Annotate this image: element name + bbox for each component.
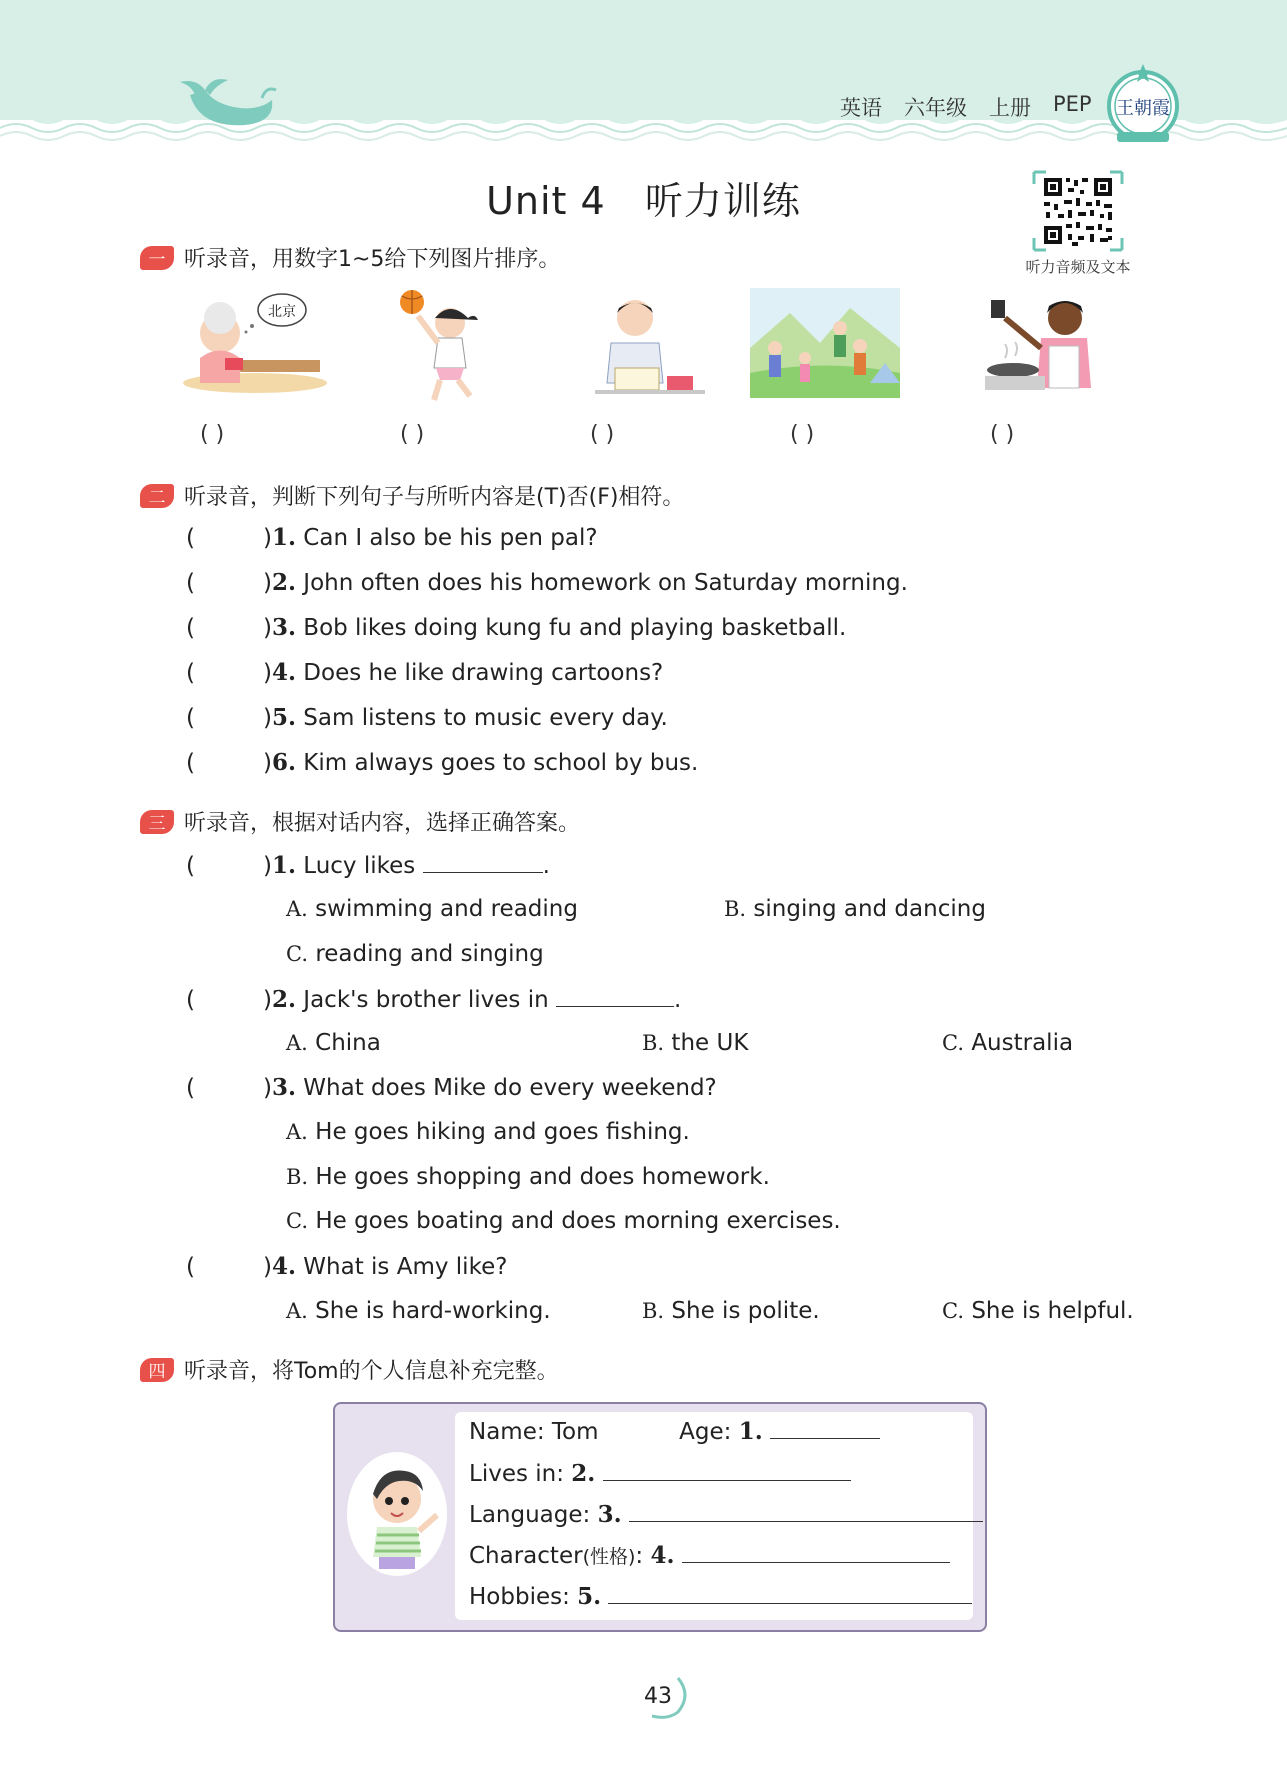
- character-cn-label: (性格): [582, 1546, 636, 1568]
- age-blank[interactable]: [770, 1418, 880, 1439]
- q1-option-b[interactable]: [724, 896, 986, 922]
- option-text: reading and singing: [315, 941, 544, 967]
- info-name-age-line: [469, 1418, 880, 1445]
- subject-label: 英语: [840, 96, 882, 120]
- option-letter: A.: [286, 1031, 308, 1055]
- character-colon: :: [635, 1543, 644, 1569]
- option-letter: A.: [286, 1299, 308, 1323]
- option-text: He goes boating and does morning exercises.: [315, 1208, 841, 1234]
- qr-code-icon[interactable]: [1030, 168, 1126, 254]
- section-3-instruction: 听录音，根据对话内容，选择正确答案。: [184, 811, 581, 836]
- tf-item-number: 3.: [271, 614, 296, 641]
- tf-item-1[interactable]: ( )1. Can I also be his pen pal?: [186, 524, 598, 551]
- question-end-mark: .: [674, 987, 682, 1013]
- q4-option-c[interactable]: [942, 1298, 1134, 1324]
- tf-item-number: 2.: [271, 569, 296, 596]
- option-text: swimming and reading: [315, 896, 578, 922]
- option-letter: A.: [286, 897, 308, 921]
- answer-paren-2[interactable]: ( ): [400, 422, 425, 447]
- q2-option-b[interactable]: [642, 1030, 748, 1056]
- option-text: She is hard-working.: [315, 1298, 551, 1324]
- option-letter: C.: [942, 1031, 964, 1055]
- age-blank-number: 1.: [738, 1418, 763, 1445]
- info-lives-line: [469, 1460, 851, 1487]
- section-1-badge: 一: [140, 246, 174, 270]
- tf-item-text: John often does his homework on Saturday morning.: [303, 570, 908, 596]
- tf-item-text: Kim always goes to school by bus.: [303, 750, 699, 776]
- volume-label: 上册: [989, 96, 1031, 120]
- mc-question-text: What does Mike do every weekend?: [303, 1075, 717, 1101]
- answer-paren-5[interactable]: ( ): [990, 422, 1015, 447]
- section-2-heading: [140, 480, 684, 511]
- character-label: Character: [469, 1543, 583, 1569]
- tf-item-5[interactable]: ( )5. Sam listens to music every day.: [186, 704, 668, 731]
- q2-option-c[interactable]: [942, 1030, 1073, 1056]
- info-hobbies-line: [469, 1583, 972, 1610]
- language-blank[interactable]: [629, 1501, 983, 1522]
- q3-option-c[interactable]: [286, 1208, 841, 1234]
- brand-name: 王朝霞: [1116, 98, 1170, 119]
- mc-question-4[interactable]: ( )4. What is Amy like?: [186, 1253, 508, 1280]
- option-letter: A.: [286, 1120, 308, 1144]
- age-label: Age:: [679, 1419, 732, 1445]
- q4-option-a[interactable]: [286, 1298, 551, 1324]
- section-4-instruction: 听录音，将Tom的个人信息补充完整。: [184, 1359, 559, 1384]
- option-letter: B.: [286, 1165, 309, 1189]
- answer-blank[interactable]: [556, 986, 674, 1007]
- section-4-badge: 四: [140, 1358, 174, 1382]
- picture-girl-basketball: [380, 288, 530, 408]
- section-2-instruction: 听录音，判断下列句子与所听内容是(T)否(F)相符。: [184, 485, 685, 510]
- info-character-line: [469, 1542, 950, 1569]
- tf-item-text: Bob likes doing kung fu and playing basketball.: [303, 615, 847, 641]
- name-label: Name: Tom: [469, 1419, 599, 1445]
- picture-family-hiking: [750, 288, 900, 408]
- option-letter: C.: [286, 1209, 308, 1233]
- hobbies-blank-number: 5.: [577, 1583, 602, 1610]
- tom-info-card: [333, 1402, 987, 1632]
- page-number: 43: [644, 1684, 672, 1709]
- answer-blank[interactable]: [423, 852, 543, 873]
- tf-item-number: 4.: [271, 659, 296, 686]
- option-text: China: [315, 1030, 381, 1056]
- answer-paren-4[interactable]: ( ): [790, 422, 815, 447]
- option-letter: C.: [286, 942, 308, 966]
- lives-label: Lives in:: [469, 1461, 564, 1487]
- option-text: the UK: [671, 1030, 749, 1056]
- tom-avatar-illustration: [345, 1449, 450, 1579]
- section-1-instruction: 听录音，用数字1~5给下列图片排序。: [184, 247, 561, 272]
- answer-paren-3[interactable]: ( ): [590, 422, 615, 447]
- header-meta: [840, 92, 1092, 122]
- section-3-badge: 三: [140, 810, 174, 834]
- tf-item-6[interactable]: ( )6. Kim always goes to school by bus.: [186, 749, 699, 776]
- lives-blank-number: 2.: [571, 1460, 596, 1487]
- tf-item-text: Can I also be his pen pal?: [303, 525, 598, 551]
- hobbies-label: Hobbies:: [469, 1584, 570, 1610]
- info-language-line: [469, 1501, 983, 1528]
- mc-question-number: 3.: [271, 1074, 296, 1101]
- character-blank-number: 4.: [650, 1542, 675, 1569]
- hobbies-blank[interactable]: [608, 1583, 972, 1604]
- picture-row: [180, 288, 1140, 413]
- tf-item-text: Sam listens to music every day.: [303, 705, 668, 731]
- q3-option-b[interactable]: [286, 1164, 770, 1190]
- tf-item-3[interactable]: ( )3. Bob likes doing kung fu and playing basketball.: [186, 614, 847, 641]
- section-4-heading: [140, 1354, 559, 1385]
- mc-question-1[interactable]: ( )1. Lucy likes .: [186, 852, 550, 879]
- option-text: He goes hiking and goes fishing.: [315, 1119, 690, 1145]
- section-2-badge: 二: [140, 484, 174, 508]
- section-3-heading: [140, 806, 580, 837]
- mc-question-text: Jack's brother lives in: [303, 987, 549, 1013]
- mc-question-number: 1.: [271, 852, 296, 879]
- option-letter: C.: [942, 1299, 964, 1323]
- option-letter: B.: [642, 1299, 665, 1323]
- language-blank-number: 3.: [597, 1501, 622, 1528]
- picture-grandma-writing: [180, 288, 330, 408]
- option-letter: B.: [724, 897, 747, 921]
- mc-question-2[interactable]: ( )2. Jack's brother lives in .: [186, 986, 682, 1013]
- page-number-badge: [630, 1670, 690, 1720]
- option-text: She is polite.: [671, 1298, 820, 1324]
- q1-option-a[interactable]: [286, 896, 578, 922]
- section-1-heading: [140, 242, 560, 273]
- character-blank[interactable]: [682, 1542, 950, 1563]
- tf-item-text: Does he like drawing cartoons?: [303, 660, 664, 686]
- q4-option-b[interactable]: [642, 1298, 820, 1324]
- mc-question-text: Lucy likes: [303, 853, 416, 879]
- qr-caption: 听力音频及文本: [1025, 258, 1131, 276]
- tf-item-number: 6.: [271, 749, 296, 776]
- mc-question-3[interactable]: ( )3. What does Mike do every weekend?: [186, 1074, 717, 1101]
- picture-boy-cooking: [975, 288, 1125, 408]
- tf-item-4[interactable]: ( )4. Does he like drawing cartoons?: [186, 659, 664, 686]
- option-text: She is helpful.: [971, 1298, 1134, 1324]
- answer-paren-1[interactable]: ( ): [200, 422, 225, 447]
- edition-label: PEP: [1053, 92, 1092, 116]
- option-text: He goes shopping and does homework.: [315, 1164, 770, 1190]
- tf-item-number: 5.: [271, 704, 296, 731]
- picture-boy-reading: [575, 288, 725, 408]
- option-letter: B.: [642, 1031, 665, 1055]
- grade-label: 六年级: [904, 96, 967, 120]
- tf-item-2[interactable]: ( )2. John often does his homework on Saturday morning.: [186, 569, 908, 596]
- option-text: singing and dancing: [753, 896, 986, 922]
- brand-seal-logo: [1103, 60, 1183, 150]
- mc-question-number: 2.: [271, 986, 296, 1013]
- mc-question-text: What is Amy like?: [303, 1254, 508, 1280]
- q3-option-a[interactable]: [286, 1119, 690, 1145]
- option-text: Australia: [971, 1030, 1074, 1056]
- question-end-mark: .: [542, 853, 550, 879]
- language-label: Language:: [469, 1502, 591, 1528]
- header-wave-band: [0, 0, 1287, 150]
- picture-sign-text: 北京: [268, 304, 296, 320]
- mc-question-number: 4.: [271, 1253, 296, 1280]
- q1-option-c[interactable]: [286, 941, 544, 967]
- lives-blank[interactable]: [603, 1460, 851, 1481]
- page-title: Unit 4 听力训练: [486, 179, 801, 223]
- tf-item-number: 1.: [271, 524, 296, 551]
- q2-option-a[interactable]: [286, 1030, 381, 1056]
